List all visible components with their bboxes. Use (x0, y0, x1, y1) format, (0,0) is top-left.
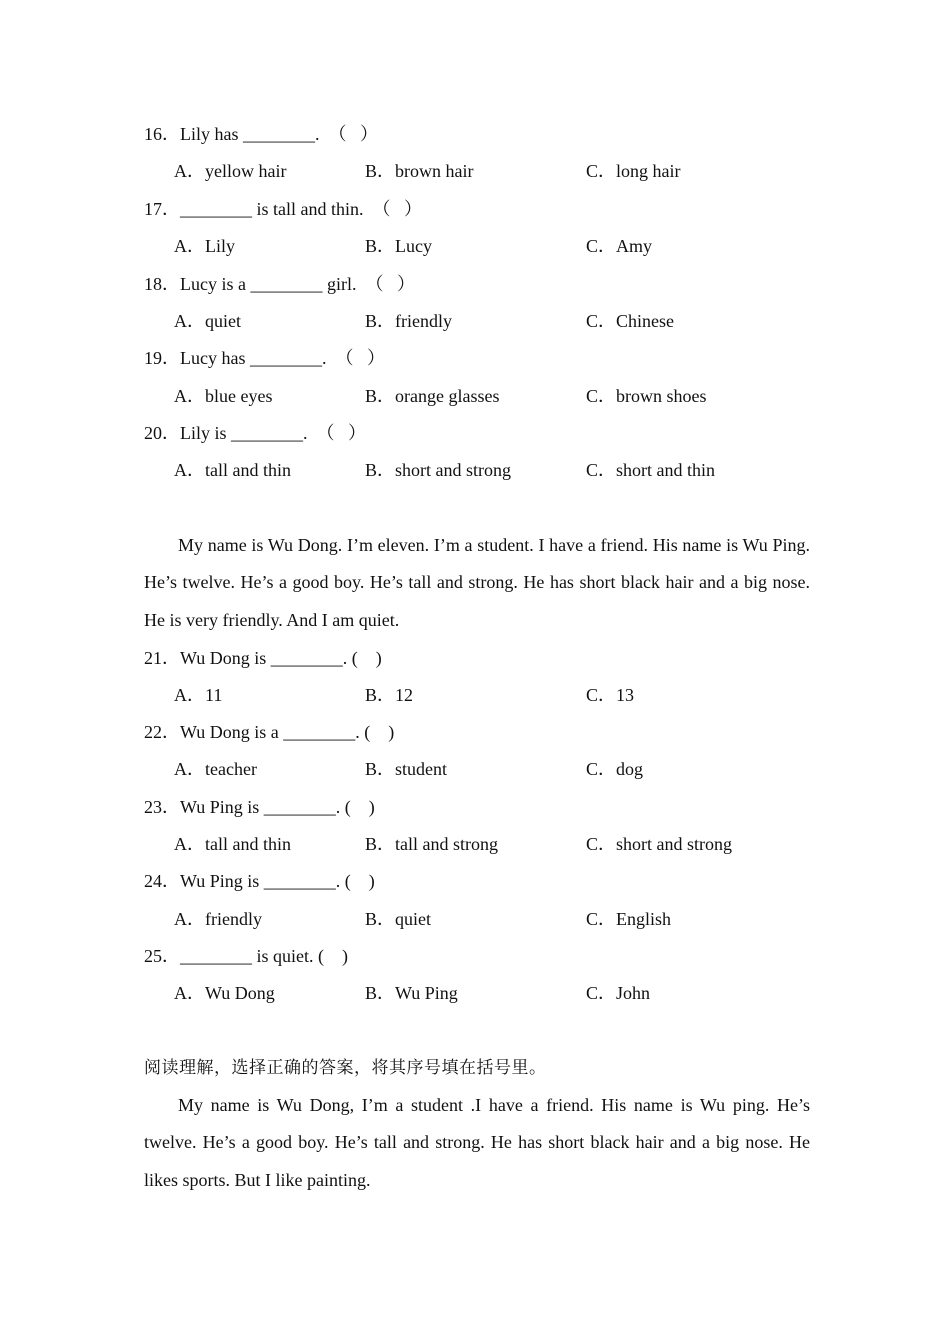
question-22: 22．Wu Dong is a ________. ( ) (144, 722, 395, 742)
option-b: B．tall and strong (365, 834, 498, 854)
section-instruction: 阅读理解，选择正确的答案，将其序号填在括号里。 (144, 1058, 547, 1078)
option-b: B．brown hair (365, 161, 474, 181)
question-23: 23．Wu Ping is ________. ( ) (144, 797, 375, 817)
question-21: 21．Wu Dong is ________. ( ) (144, 648, 382, 668)
option-a: A．tall and thin (174, 834, 291, 854)
reading-passage-2: My name is Wu Dong, I’m a student .I have a friend. His name is Wu ping. He’s twelve. He’s a good boy. He’s tall and strong. He has short black hair and a big nose. He likes sports. But I like painting. (144, 1095, 810, 1190)
option-c: C．John (586, 983, 651, 1003)
question-24: 24．Wu Ping is ________. ( ) (144, 871, 375, 891)
option-c: C．short and thin (586, 460, 715, 480)
option-c: C．short and strong (586, 834, 732, 854)
option-a: A．Lily (174, 236, 235, 256)
options-21 (174, 684, 874, 706)
option-c: C．English (586, 909, 672, 929)
question-17: 17．________ is tall and thin. （ ） (144, 199, 422, 219)
option-b: B．Wu Ping (365, 983, 458, 1003)
question-19: 19．Lucy has ________. （ ） (144, 348, 385, 368)
option-b: B．friendly (365, 311, 452, 331)
option-a: A．blue eyes (174, 386, 273, 406)
options-16 (174, 160, 874, 182)
option-b: B．student (365, 759, 448, 779)
options-24 (174, 908, 874, 930)
question-16: 16．Lily has ________. （ ） (144, 124, 378, 144)
option-c: C．dog (586, 759, 644, 779)
option-a: A．friendly (174, 909, 262, 929)
options-22 (174, 758, 874, 780)
question-25: 25．________ is quiet. ( ) (144, 946, 348, 966)
option-b: B．short and strong (365, 460, 511, 480)
option-a: A．tall and thin (174, 460, 291, 480)
option-b: B．12 (365, 685, 414, 705)
option-a: A．Wu Dong (174, 983, 275, 1003)
option-c: C．long hair (586, 161, 681, 181)
options-18 (174, 310, 874, 332)
option-c: C．Chinese (586, 311, 674, 331)
option-c: C．13 (586, 685, 635, 705)
option-b: B．Lucy (365, 236, 432, 256)
reading-passage-1: My name is Wu Dong. I’m eleven. I’m a student. I have a friend. His name is Wu Ping. He’s twelve. He’s a good boy. He’s tall and strong. He has short black hair and a big nose. He is very friendly. And I am quiet. (144, 535, 810, 630)
question-18: 18．Lucy is a ________ girl. （ ） (144, 274, 415, 294)
option-a: A．11 (174, 685, 223, 705)
option-b: B．orange glasses (365, 386, 500, 406)
options-25 (174, 982, 874, 1004)
option-c: C．brown shoes (586, 386, 707, 406)
option-a: A．teacher (174, 759, 257, 779)
question-20: 20．Lily is ________. （ ） (144, 423, 367, 443)
option-a: A．yellow hair (174, 161, 287, 181)
options-19 (174, 385, 874, 407)
options-17 (174, 235, 874, 257)
options-23 (174, 833, 874, 855)
option-c: C．Amy (586, 236, 653, 256)
options-20 (174, 459, 874, 481)
option-a: A．quiet (174, 311, 241, 331)
option-b: B．quiet (365, 909, 431, 929)
